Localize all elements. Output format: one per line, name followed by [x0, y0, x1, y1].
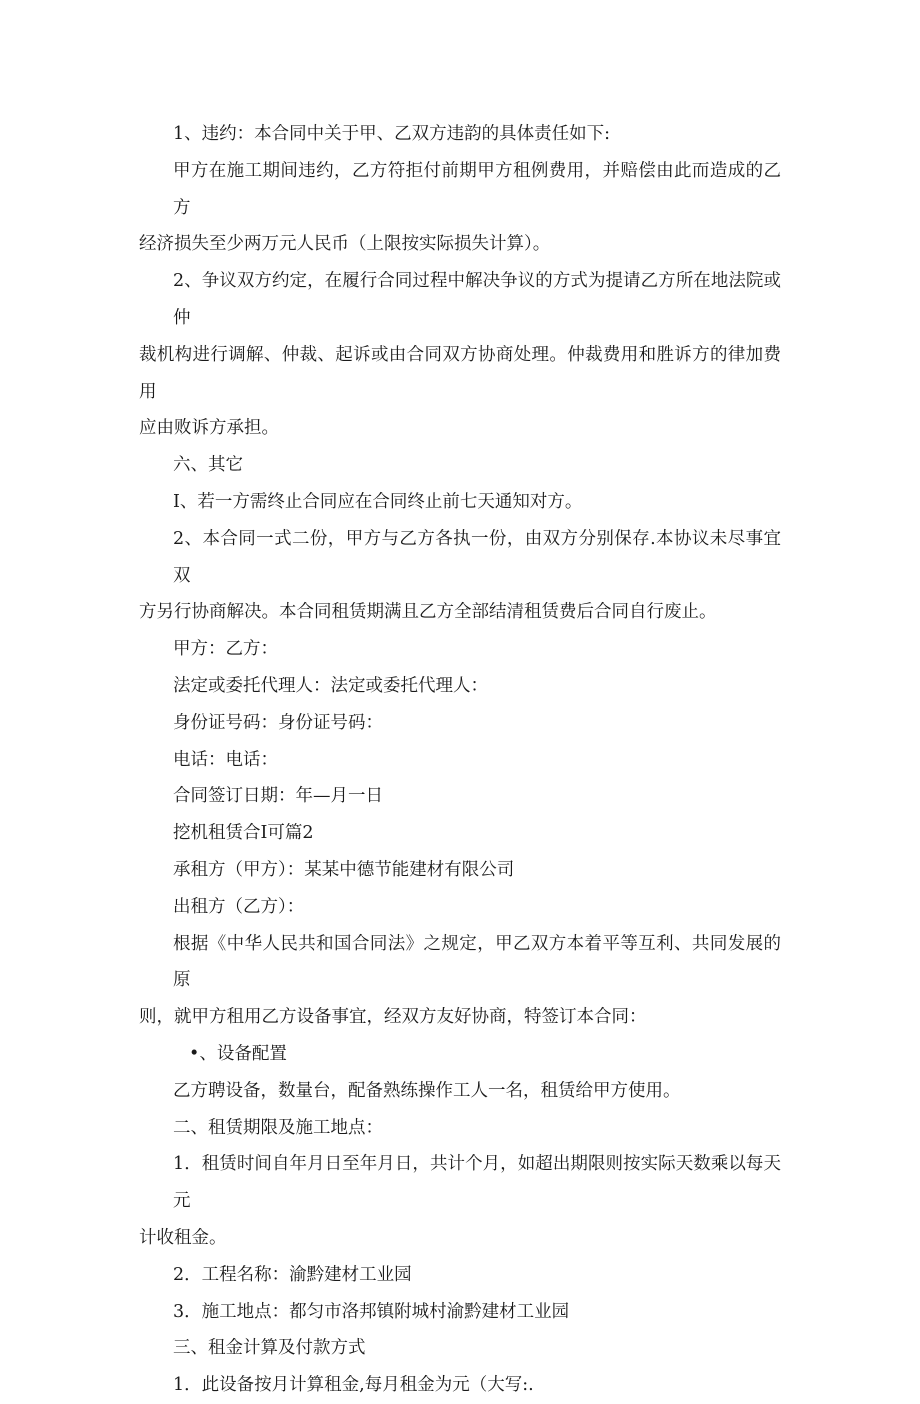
lessee-party: 承租方（甲方）：某某中德节能建材有限公司	[173, 859, 515, 880]
clause-monthly-rent: 1．此设备按月计算租金,每月租金为元（大写:.	[173, 1375, 534, 1396]
section-rent-heading: 三、租金计算及付款方式	[173, 1338, 366, 1359]
section-equipment-heading: •、设备配置	[189, 1043, 287, 1064]
paragraph-line: 经济损失至少两万元人民币（上限按实际损失计算）。	[139, 234, 551, 255]
clause-dispute	[139, 263, 781, 447]
clause-site-location: 3．施工地点：都匀市洛邦镇附城村渝黔建材工业园	[173, 1301, 570, 1322]
clause-equipment: 乙方聘设备，数量台，配备熟练操作工人一名，租赁给甲方使用。	[173, 1080, 681, 1101]
signature-parties: 甲方：乙方：	[173, 639, 278, 660]
paragraph-line: 1．租赁时间自年月日至年月日，共计个月，如超出期限则按实际天数乘以每天元	[173, 1154, 781, 1212]
section-term-heading: 二、租赁期限及施工地点：	[173, 1117, 383, 1138]
clause-termination: I、若一方需终止合同应在合同终止前七天通知对方。	[173, 491, 583, 512]
paragraph-line: 裁机构进行调解、仲裁、起诉或由合同双方协商处理。仲裁费用和胜诉方的律加费用	[139, 344, 781, 402]
clause-breach-title: 1、违约：本合同中关于甲、乙双方违韵的具体责任如下:	[173, 124, 611, 144]
contract-2-title: 挖机租赁合I可篇2	[173, 823, 314, 844]
clause-copies	[139, 521, 781, 631]
clause-project-name: 2．工程名称：渝黔建材工业园	[173, 1264, 412, 1285]
paragraph-line: 2、本合同一式二份，甲方与乙方各执一份，由双方分别保存.本协议未尽事宜双	[173, 528, 781, 586]
signature-id-numbers: 身份证号码：身份证号码：	[173, 712, 383, 733]
contract-preamble	[139, 926, 781, 1036]
section-other-heading: 六、其它	[173, 455, 243, 476]
signature-agents: 法定或委托代理人：法定或委托代理人：	[173, 675, 488, 696]
paragraph-line: 根据《中华人民共和国合同法》之规定，甲乙双方本着平等互利、共同发展的原	[173, 933, 781, 991]
paragraph-line: 方另行协商解决。本合同租赁期满且乙方全部结清租赁费后合同自行废止。	[139, 602, 717, 623]
paragraph-line: 应由败诉方承担。	[139, 418, 279, 439]
lessor-party: 出租方（乙方）：	[173, 896, 305, 917]
clause-breach-party-a	[139, 153, 781, 263]
clause-lease-period	[139, 1146, 781, 1256]
document-body	[0, 116, 920, 1404]
paragraph-line: 则，就甲方租用乙方设备事宜，经双方友好协商，特签订本合同：	[139, 1007, 647, 1028]
signature-phones: 电话：电话：	[173, 749, 278, 770]
paragraph-line: 2、争议双方约定，在履行合同过程中解决争议的方式为提请乙方所在地法院或仲	[173, 271, 781, 328]
paragraph-line: 计收租金。	[139, 1227, 227, 1248]
paragraph-line: 甲方在施工期间违约，乙方符拒付前期甲方租例费用，并赔偿由此而造成的乙方	[173, 160, 781, 218]
signature-date: 合同签订日期：年—月一日	[173, 786, 383, 807]
